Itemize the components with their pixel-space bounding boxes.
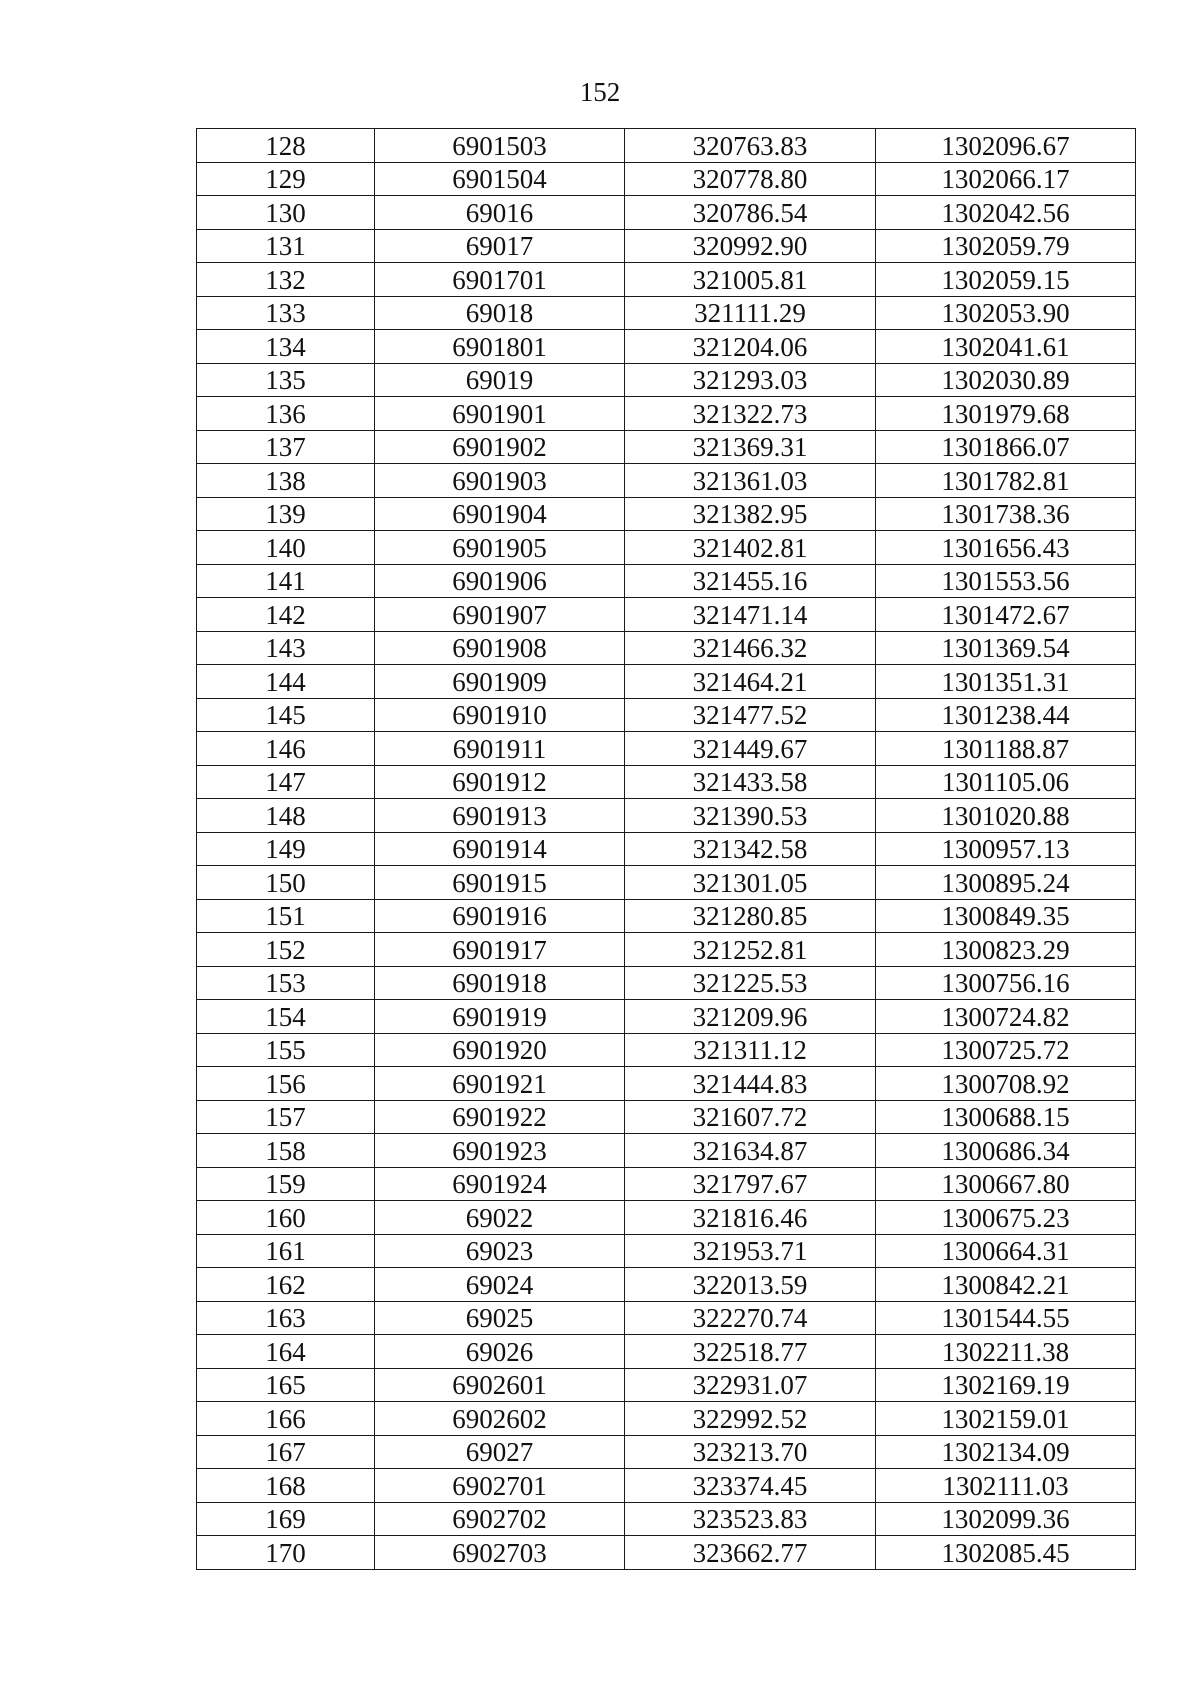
x-coordinate-cell: 321816.46 [625,1201,876,1235]
x-coordinate-cell: 321252.81 [625,933,876,967]
table-row [197,1201,1136,1235]
y-coordinate-cell: 1300725.72 [876,1033,1136,1067]
y-coordinate-cell: 1301782.81 [876,464,1136,498]
x-coordinate-cell: 321797.67 [625,1167,876,1201]
x-coordinate-cell: 321634.87 [625,1134,876,1168]
table-row [197,698,1136,732]
point-code-cell: 6901920 [375,1033,625,1067]
point-number-cell: 136 [197,397,375,431]
point-number-cell: 170 [197,1536,375,1570]
point-number-cell: 145 [197,698,375,732]
point-code-cell: 6902602 [375,1402,625,1436]
x-coordinate-cell: 321607.72 [625,1100,876,1134]
table-row [197,1234,1136,1268]
point-number-cell: 128 [197,129,375,163]
point-number-cell: 137 [197,430,375,464]
y-coordinate-cell: 1302134.09 [876,1435,1136,1469]
y-coordinate-cell: 1300688.15 [876,1100,1136,1134]
x-coordinate-cell: 321402.81 [625,531,876,565]
point-code-cell: 6901915 [375,866,625,900]
x-coordinate-cell: 320763.83 [625,129,876,163]
x-coordinate-cell: 322931.07 [625,1368,876,1402]
point-code-cell: 6902702 [375,1502,625,1536]
point-number-cell: 134 [197,330,375,364]
table-row [197,129,1136,163]
table-row [197,296,1136,330]
point-code-cell: 6901913 [375,799,625,833]
table-row [197,799,1136,833]
point-number-cell: 148 [197,799,375,833]
point-code-cell: 6901917 [375,933,625,967]
point-code-cell: 6901910 [375,698,625,732]
point-code-cell: 6901919 [375,1000,625,1034]
point-code-cell: 6901904 [375,497,625,531]
point-code-cell: 6901908 [375,631,625,665]
y-coordinate-cell: 1301553.56 [876,564,1136,598]
point-code-cell: 6901801 [375,330,625,364]
point-number-cell: 156 [197,1067,375,1101]
point-number-cell: 169 [197,1502,375,1536]
point-number-cell: 157 [197,1100,375,1134]
table-row [197,497,1136,531]
coordinates-table-body [197,129,1136,1570]
point-code-cell: 6901924 [375,1167,625,1201]
point-code-cell: 6901701 [375,263,625,297]
y-coordinate-cell: 1302066.17 [876,162,1136,196]
x-coordinate-cell: 321005.81 [625,263,876,297]
y-coordinate-cell: 1300675.23 [876,1201,1136,1235]
point-code-cell: 69025 [375,1301,625,1335]
y-coordinate-cell: 1302059.15 [876,263,1136,297]
point-code-cell: 6901921 [375,1067,625,1101]
point-number-cell: 139 [197,497,375,531]
y-coordinate-cell: 1302085.45 [876,1536,1136,1570]
x-coordinate-cell: 321301.05 [625,866,876,900]
table-row [197,1301,1136,1335]
table-row [197,899,1136,933]
table-row [197,1134,1136,1168]
point-code-cell: 6902701 [375,1469,625,1503]
table-row [197,1167,1136,1201]
y-coordinate-cell: 1302059.79 [876,229,1136,263]
y-coordinate-cell: 1300957.13 [876,832,1136,866]
point-code-cell: 69026 [375,1335,625,1369]
x-coordinate-cell: 321293.03 [625,363,876,397]
y-coordinate-cell: 1301188.87 [876,732,1136,766]
point-code-cell: 6901903 [375,464,625,498]
point-number-cell: 143 [197,631,375,665]
table-row [197,330,1136,364]
point-code-cell: 69018 [375,296,625,330]
x-coordinate-cell: 321455.16 [625,564,876,598]
table-row [197,631,1136,665]
x-coordinate-cell: 321225.53 [625,966,876,1000]
point-number-cell: 146 [197,732,375,766]
table-row [197,564,1136,598]
y-coordinate-cell: 1302169.19 [876,1368,1136,1402]
point-code-cell: 69017 [375,229,625,263]
point-number-cell: 149 [197,832,375,866]
table-row [197,464,1136,498]
table-row [197,363,1136,397]
x-coordinate-cell: 321311.12 [625,1033,876,1067]
point-number-cell: 167 [197,1435,375,1469]
y-coordinate-cell: 1302041.61 [876,330,1136,364]
point-number-cell: 155 [197,1033,375,1067]
y-coordinate-cell: 1302111.03 [876,1469,1136,1503]
y-coordinate-cell: 1300667.80 [876,1167,1136,1201]
x-coordinate-cell: 320992.90 [625,229,876,263]
x-coordinate-cell: 321433.58 [625,765,876,799]
x-coordinate-cell: 321471.14 [625,598,876,632]
table-row [197,1335,1136,1369]
x-coordinate-cell: 321204.06 [625,330,876,364]
y-coordinate-cell: 1302042.56 [876,196,1136,230]
point-code-cell: 6901918 [375,966,625,1000]
x-coordinate-cell: 321369.31 [625,430,876,464]
coordinates-table [196,128,1136,1570]
y-coordinate-cell: 1300708.92 [876,1067,1136,1101]
table-row [197,1502,1136,1536]
x-coordinate-cell: 321322.73 [625,397,876,431]
point-number-cell: 130 [197,196,375,230]
point-number-cell: 153 [197,966,375,1000]
table-row [197,229,1136,263]
y-coordinate-cell: 1300842.21 [876,1268,1136,1302]
point-code-cell: 6901911 [375,732,625,766]
table-row [197,933,1136,967]
x-coordinate-cell: 321361.03 [625,464,876,498]
point-number-cell: 166 [197,1402,375,1436]
y-coordinate-cell: 1301105.06 [876,765,1136,799]
table-row [197,866,1136,900]
table-row [197,1100,1136,1134]
y-coordinate-cell: 1302099.36 [876,1502,1136,1536]
point-code-cell: 6901923 [375,1134,625,1168]
point-number-cell: 131 [197,229,375,263]
y-coordinate-cell: 1300686.34 [876,1134,1136,1168]
point-code-cell: 69022 [375,1201,625,1235]
point-code-cell: 6902703 [375,1536,625,1570]
point-number-cell: 147 [197,765,375,799]
y-coordinate-cell: 1301351.31 [876,665,1136,699]
page-number: 152 [579,77,621,107]
table-row [197,1033,1136,1067]
x-coordinate-cell: 322270.74 [625,1301,876,1335]
x-coordinate-cell: 323662.77 [625,1536,876,1570]
x-coordinate-cell: 321209.96 [625,1000,876,1034]
point-number-cell: 152 [197,933,375,967]
table-row [197,531,1136,565]
point-code-cell: 6901907 [375,598,625,632]
x-coordinate-cell: 321477.52 [625,698,876,732]
point-number-cell: 142 [197,598,375,632]
y-coordinate-cell: 1301369.54 [876,631,1136,665]
point-code-cell: 69019 [375,363,625,397]
x-coordinate-cell: 320778.80 [625,162,876,196]
point-code-cell: 69016 [375,196,625,230]
point-code-cell: 6901909 [375,665,625,699]
point-code-cell: 69024 [375,1268,625,1302]
point-code-cell: 69023 [375,1234,625,1268]
point-number-cell: 164 [197,1335,375,1369]
point-code-cell: 6901912 [375,765,625,799]
x-coordinate-cell: 322013.59 [625,1268,876,1302]
y-coordinate-cell: 1301238.44 [876,698,1136,732]
point-number-cell: 159 [197,1167,375,1201]
x-coordinate-cell: 322518.77 [625,1335,876,1369]
y-coordinate-cell: 1302211.38 [876,1335,1136,1369]
table-row [197,1435,1136,1469]
y-coordinate-cell: 1300724.82 [876,1000,1136,1034]
y-coordinate-cell: 1300895.24 [876,866,1136,900]
x-coordinate-cell: 321444.83 [625,1067,876,1101]
table-row [197,832,1136,866]
point-number-cell: 160 [197,1201,375,1235]
point-number-cell: 132 [197,263,375,297]
point-code-cell: 6902601 [375,1368,625,1402]
y-coordinate-cell: 1300849.35 [876,899,1136,933]
table-row [197,665,1136,699]
point-number-cell: 144 [197,665,375,699]
y-coordinate-cell: 1300664.31 [876,1234,1136,1268]
table-row [197,598,1136,632]
y-coordinate-cell: 1302053.90 [876,296,1136,330]
y-coordinate-cell: 1302159.01 [876,1402,1136,1436]
table-row [197,1469,1136,1503]
x-coordinate-cell: 321464.21 [625,665,876,699]
table-row [197,162,1136,196]
x-coordinate-cell: 321390.53 [625,799,876,833]
point-number-cell: 163 [197,1301,375,1335]
x-coordinate-cell: 321466.32 [625,631,876,665]
point-number-cell: 165 [197,1368,375,1402]
point-number-cell: 141 [197,564,375,598]
table-row [197,430,1136,464]
y-coordinate-cell: 1300823.29 [876,933,1136,967]
point-code-cell: 6901922 [375,1100,625,1134]
x-coordinate-cell: 323374.45 [625,1469,876,1503]
y-coordinate-cell: 1301979.68 [876,397,1136,431]
y-coordinate-cell: 1301866.07 [876,430,1136,464]
point-code-cell: 6901916 [375,899,625,933]
table-row [197,196,1136,230]
point-number-cell: 154 [197,1000,375,1034]
point-number-cell: 133 [197,296,375,330]
point-number-cell: 135 [197,363,375,397]
table-row [197,1000,1136,1034]
y-coordinate-cell: 1301020.88 [876,799,1136,833]
y-coordinate-cell: 1301472.67 [876,598,1136,632]
x-coordinate-cell: 322992.52 [625,1402,876,1436]
y-coordinate-cell: 1301656.43 [876,531,1136,565]
point-number-cell: 129 [197,162,375,196]
point-code-cell: 6901504 [375,162,625,196]
point-code-cell: 6901906 [375,564,625,598]
table-row [197,263,1136,297]
point-number-cell: 150 [197,866,375,900]
point-number-cell: 158 [197,1134,375,1168]
x-coordinate-cell: 320786.54 [625,196,876,230]
table-row [197,1368,1136,1402]
table-row [197,1067,1136,1101]
y-coordinate-cell: 1300756.16 [876,966,1136,1000]
point-code-cell: 6901914 [375,832,625,866]
x-coordinate-cell: 321382.95 [625,497,876,531]
table-row [197,732,1136,766]
table-row [197,966,1136,1000]
table-row [197,397,1136,431]
x-coordinate-cell: 321953.71 [625,1234,876,1268]
point-number-cell: 138 [197,464,375,498]
table-row [197,1268,1136,1302]
x-coordinate-cell: 321111.29 [625,296,876,330]
y-coordinate-cell: 1302096.67 [876,129,1136,163]
x-coordinate-cell: 323523.83 [625,1502,876,1536]
y-coordinate-cell: 1301738.36 [876,497,1136,531]
point-code-cell: 69027 [375,1435,625,1469]
table-row [197,765,1136,799]
x-coordinate-cell: 321342.58 [625,832,876,866]
y-coordinate-cell: 1301544.55 [876,1301,1136,1335]
point-code-cell: 6901503 [375,129,625,163]
table-row [197,1402,1136,1436]
y-coordinate-cell: 1302030.89 [876,363,1136,397]
point-code-cell: 6901901 [375,397,625,431]
table-row [197,1536,1136,1570]
point-number-cell: 140 [197,531,375,565]
point-number-cell: 162 [197,1268,375,1302]
point-number-cell: 151 [197,899,375,933]
point-number-cell: 161 [197,1234,375,1268]
point-code-cell: 6901905 [375,531,625,565]
x-coordinate-cell: 321449.67 [625,732,876,766]
x-coordinate-cell: 323213.70 [625,1435,876,1469]
point-code-cell: 6901902 [375,430,625,464]
point-number-cell: 168 [197,1469,375,1503]
x-coordinate-cell: 321280.85 [625,899,876,933]
